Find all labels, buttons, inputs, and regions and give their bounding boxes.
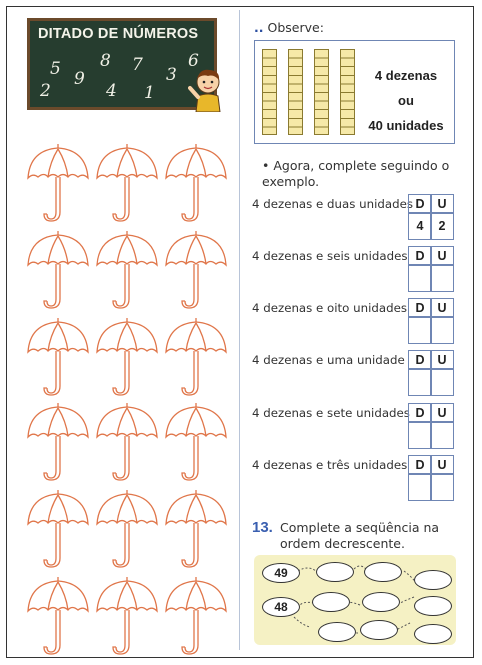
- row-label: 4 dezenas e seis unidades: [252, 249, 408, 263]
- sequence-bubble[interactable]: [316, 562, 354, 582]
- units-header: U: [437, 301, 447, 315]
- sequence-bubble[interactable]: [364, 562, 402, 582]
- du-table: [408, 350, 454, 396]
- tens-header: D: [415, 406, 425, 420]
- umbrella-drawing: [26, 401, 90, 481]
- child-illustration: [188, 66, 228, 112]
- observe-text-units: 40 unidades: [368, 118, 444, 133]
- sequence-bubble[interactable]: [312, 592, 350, 612]
- observe-text-or: ou: [398, 93, 414, 108]
- umbrella-drawing: [26, 488, 90, 568]
- row-label: 4 dezenas e sete unidades: [252, 406, 410, 420]
- sequence-bubble[interactable]: [360, 620, 398, 640]
- tens-header: D: [415, 353, 425, 367]
- row-label: 4 dezenas e duas unidades: [252, 197, 413, 211]
- units-cell[interactable]: 2: [438, 219, 446, 233]
- tens-header: D: [415, 197, 425, 211]
- umbrella-drawing: [26, 575, 90, 655]
- units-cell[interactable]: [431, 369, 453, 395]
- instruction-text: • Agora, complete seguindo o exemplo.: [262, 158, 450, 189]
- du-table: [408, 194, 454, 240]
- units-cell[interactable]: [431, 474, 453, 500]
- du-table: [408, 403, 454, 449]
- umbrella-drawing: [95, 142, 159, 222]
- observe-box: [254, 40, 455, 144]
- tens-cell[interactable]: [409, 474, 431, 500]
- umbrella-drawing: [26, 229, 90, 309]
- observe-label: Observe:: [267, 20, 324, 35]
- umbrella-drawing: [164, 142, 228, 222]
- units-header: U: [437, 458, 447, 472]
- board-digit: 3: [166, 65, 177, 85]
- umbrella-drawing: [164, 401, 228, 481]
- sequence-bubble: 48: [262, 597, 300, 617]
- observe-text-tens: 4 dezenas: [374, 68, 438, 83]
- board-digit: 8: [100, 51, 111, 71]
- umbrella-drawing: [95, 316, 159, 396]
- board-digit: 6: [188, 51, 199, 71]
- tens-cell[interactable]: [409, 369, 431, 395]
- ten-rod: [288, 49, 303, 135]
- tens-cell[interactable]: [409, 317, 431, 343]
- board-digit: 7: [132, 55, 143, 75]
- sequence-bubble[interactable]: [362, 592, 400, 612]
- units-header: U: [437, 353, 447, 367]
- board-digit: 1: [144, 83, 155, 103]
- row-label: 4 dezenas e três unidades: [252, 458, 408, 472]
- du-table: [408, 455, 454, 501]
- du-table: [408, 246, 454, 292]
- board-digit: 2: [40, 81, 51, 101]
- tens-cell[interactable]: [409, 265, 431, 291]
- ten-rod: [262, 49, 277, 135]
- column-divider: [239, 10, 240, 650]
- umbrella-drawing: [164, 488, 228, 568]
- tens-header: D: [415, 458, 425, 472]
- row-label: 4 dezenas e oito unidades: [252, 301, 407, 315]
- question-text: Complete a seqüência na ordem decrescente.: [280, 520, 440, 551]
- observe-dots: ..: [254, 20, 264, 35]
- umbrella-drawing: [164, 316, 228, 396]
- question-number: 13.: [252, 519, 273, 536]
- units-cell[interactable]: [431, 265, 453, 291]
- observe-heading: [254, 20, 324, 35]
- umbrella-drawing: [164, 229, 228, 309]
- du-table: [408, 298, 454, 344]
- tens-header: D: [415, 301, 425, 315]
- tens-cell[interactable]: 4: [416, 219, 424, 233]
- umbrella-drawing: [95, 229, 159, 309]
- sequence-bubble[interactable]: [414, 570, 452, 590]
- umbrella-drawing: [164, 575, 228, 655]
- units-header: U: [437, 197, 447, 211]
- row-label: 4 dezenas e uma unidade: [252, 353, 405, 367]
- units-header: U: [437, 406, 447, 420]
- board-digit: 4: [106, 81, 117, 101]
- sequence-bubble: 49: [262, 563, 300, 583]
- board-title: DITADO DE NÚMEROS: [38, 26, 199, 42]
- umbrella-drawing: [95, 575, 159, 655]
- tens-cell[interactable]: [409, 422, 431, 448]
- umbrella-drawing: [95, 488, 159, 568]
- sequence-bubble[interactable]: [318, 622, 356, 642]
- units-cell[interactable]: [431, 317, 453, 343]
- units-cell[interactable]: [431, 422, 453, 448]
- tens-header: D: [415, 249, 425, 263]
- units-header: U: [437, 249, 447, 263]
- board-digit: 5: [50, 59, 61, 79]
- umbrella-drawing: [95, 401, 159, 481]
- board-digit: 9: [74, 69, 85, 89]
- ten-rod: [340, 49, 355, 135]
- sequence-bubble[interactable]: [414, 596, 452, 616]
- ten-rod: [314, 49, 329, 135]
- umbrella-drawing: [26, 142, 90, 222]
- sequence-bubble[interactable]: [414, 624, 452, 644]
- umbrella-drawing: [26, 316, 90, 396]
